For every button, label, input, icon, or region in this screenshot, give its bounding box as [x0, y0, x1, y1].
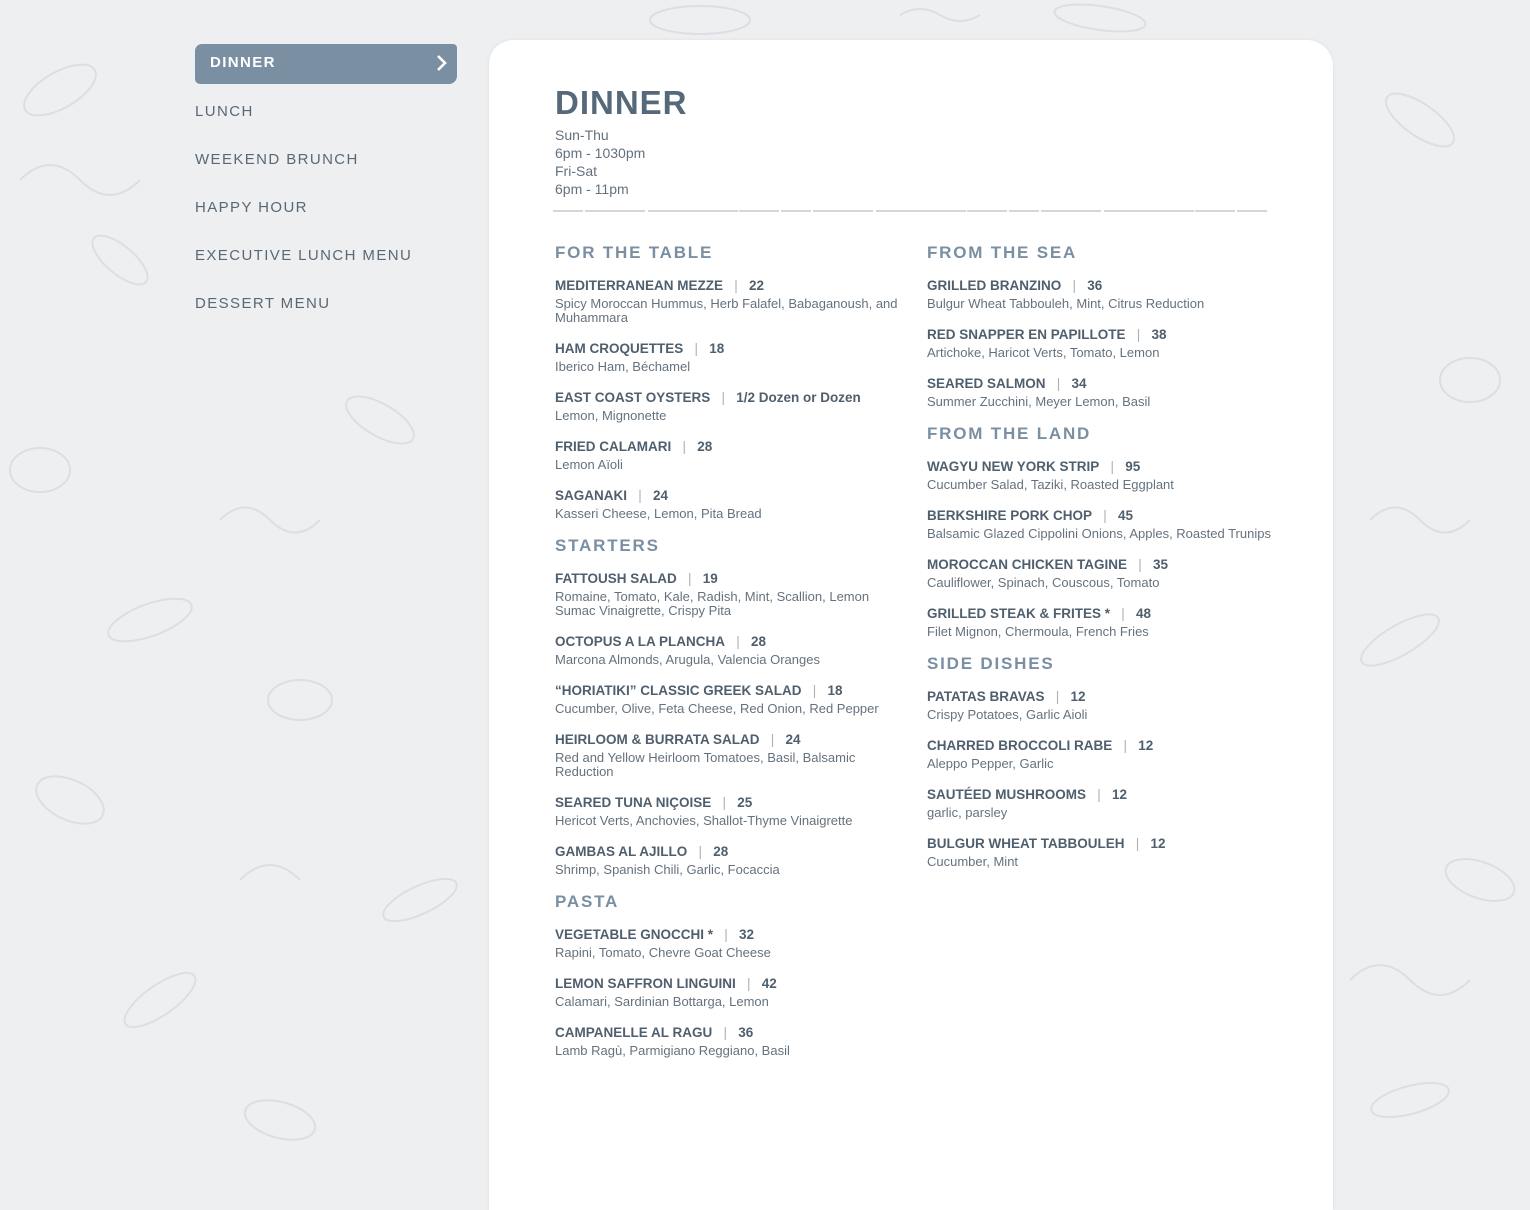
dish-header — [555, 975, 900, 993]
chevron-right-icon — [435, 54, 449, 72]
dish-price: 38 — [1151, 327, 1167, 342]
menu-item — [555, 570, 900, 618]
nav-item-weekend-brunch[interactable]: WEEKEND BRUNCH — [195, 151, 359, 168]
dish-price: 12 — [1112, 787, 1128, 802]
dish-name: LEMON SAFFRON LINGUINI — [555, 976, 736, 991]
menu-item — [927, 556, 1272, 590]
dish-header — [555, 570, 900, 588]
dish-description: Lemon Aïoli — [555, 457, 623, 472]
separator: | — [1103, 508, 1107, 523]
dish-price: 28 — [751, 634, 767, 649]
dish-header — [555, 794, 900, 812]
separator: | — [1055, 689, 1060, 704]
menu-column-left — [555, 243, 900, 1073]
separator: | — [1097, 787, 1101, 802]
dish-name: SEARED TUNA NIÇOISE — [555, 795, 712, 810]
dish-header — [555, 682, 900, 700]
dish-description: Cauliflower, Spinach, Couscous, Tomato — [927, 575, 1160, 590]
separator: | — [1123, 738, 1127, 753]
dish-description: garlic, parsley — [927, 805, 1008, 820]
dish-price: 28 — [697, 439, 713, 454]
dish-description: Cucumber, Olive, Feta Cheese, Red Onion, Red Pepper — [555, 701, 879, 716]
section-title: FOR THE TABLE — [555, 243, 714, 262]
separator: | — [724, 927, 728, 942]
menu-item — [555, 1024, 900, 1058]
separator: | — [688, 571, 692, 586]
section-title: SIDE DISHES — [927, 654, 1055, 673]
dish-header — [927, 326, 1272, 344]
menu-item — [927, 737, 1272, 771]
separator: | — [1135, 836, 1140, 851]
dish-description: Summer Zucchini, Meyer Lemon, Basil — [927, 394, 1151, 409]
section-title: STARTERS — [555, 536, 660, 555]
menu-item — [555, 277, 900, 325]
dish-price: 12 — [1138, 738, 1154, 753]
dish-name: EAST COAST OYSTERS — [555, 390, 711, 405]
dish-name: GAMBAS AL AJILLO — [555, 844, 688, 859]
dish-name: RED SNAPPER EN PAPILLOTE — [927, 327, 1126, 342]
dish-description: Romaine, Tomato, Kale, Radish, Mint, Scallion, Lemon Sumac Vinaigrette, Crispy Pita — [555, 589, 870, 618]
separator: | — [1072, 278, 1076, 293]
separator: | — [1110, 459, 1115, 474]
dish-price: 32 — [739, 927, 755, 942]
hours-days-2: Fri-Sat — [555, 163, 597, 179]
menu-item — [555, 438, 900, 472]
menu-item — [927, 605, 1272, 639]
dish-price: 35 — [1153, 557, 1169, 572]
dish-price: 24 — [785, 732, 801, 747]
dish-description: Aleppo Pepper, Garlic — [927, 756, 1054, 771]
dish-name: CAMPANELLE AL RAGU — [555, 1025, 713, 1040]
dish-price: 36 — [738, 1025, 754, 1040]
dish-price: 1/2 Dozen or Dozen — [736, 390, 861, 405]
dish-name: BULGUR WHEAT TABBOULEH — [927, 836, 1125, 851]
separator: | — [682, 439, 686, 454]
nav-item-lunch[interactable]: LUNCH — [195, 103, 254, 120]
menu-sidebar — [195, 44, 457, 328]
dish-name: GRILLED BRANZINO — [927, 278, 1062, 293]
nav-item-dessert-menu[interactable]: DESSERT MENU — [195, 295, 331, 312]
dish-description: Shrimp, Spanish Chili, Garlic, Focaccia — [555, 862, 780, 877]
menu-item — [555, 731, 900, 779]
dish-header — [927, 375, 1272, 393]
brush-divider — [553, 208, 1269, 214]
separator: | — [734, 278, 738, 293]
dish-header — [927, 835, 1272, 853]
section-title: FROM THE LAND — [927, 424, 1092, 443]
dish-name: OCTOPUS A LA PLANCHA — [555, 634, 726, 649]
menu-item — [927, 786, 1272, 820]
separator: | — [723, 1025, 727, 1040]
dish-name: “HORIATIKI” CLASSIC GREEK SALAD — [555, 683, 802, 698]
dish-price: 34 — [1071, 376, 1087, 391]
dish-price: 12 — [1150, 836, 1166, 851]
menu-item — [555, 975, 900, 1009]
dish-header — [927, 688, 1272, 706]
dish-price: 18 — [827, 683, 843, 698]
separator: | — [746, 976, 751, 991]
separator: | — [736, 634, 740, 649]
dish-header — [927, 605, 1272, 623]
menu-item — [927, 835, 1272, 869]
dish-price: 45 — [1118, 508, 1134, 523]
menu-section — [927, 243, 1272, 409]
dish-header — [555, 340, 900, 358]
menu-item — [927, 507, 1272, 541]
separator: | — [1136, 327, 1141, 342]
dish-description: Kasseri Cheese, Lemon, Pita Bread — [555, 506, 762, 521]
dish-name: GRILLED STEAK & FRITES * — [927, 606, 1111, 621]
nav-item-dinner[interactable] — [195, 44, 457, 84]
menu-section — [555, 892, 900, 1058]
dish-description: Rapini, Tomato, Chevre Goat Cheese — [555, 945, 771, 960]
menu-column-right — [927, 243, 1272, 884]
dish-name: HEIRLOOM & BURRATA SALAD — [555, 732, 760, 747]
menu-card — [489, 40, 1333, 1210]
menu-item — [927, 688, 1272, 722]
separator: | — [638, 488, 642, 503]
separator: | — [698, 844, 703, 859]
dish-header — [927, 458, 1272, 476]
dish-description: Lamb Ragù, Parmigiano Reggiano, Basil — [555, 1043, 790, 1058]
dish-name: MOROCCAN CHICKEN TAGINE — [927, 557, 1127, 572]
dish-name: VEGETABLE GNOCCHI * — [555, 927, 714, 942]
separator: | — [1056, 376, 1061, 391]
dish-header — [555, 843, 900, 861]
dish-name: SAGANAKI — [555, 488, 628, 503]
hours-time-2: 6pm - 11pm — [555, 181, 629, 197]
menu-item — [555, 633, 900, 667]
dish-name: SEARED SALMON — [927, 376, 1046, 391]
separator: | — [770, 732, 775, 747]
separator: | — [694, 341, 698, 356]
menu-item — [555, 487, 900, 521]
menu-item — [555, 794, 900, 828]
dish-description: Lemon, Mignonette — [555, 408, 667, 423]
dish-name: FATTOUSH SALAD — [555, 571, 677, 586]
dish-header — [927, 737, 1272, 755]
dish-name: SAUTÉED MUSHROOMS — [927, 787, 1087, 802]
dish-price: 42 — [761, 976, 777, 991]
dish-header — [927, 786, 1272, 804]
separator: | — [1121, 606, 1125, 621]
separator: | — [722, 795, 727, 810]
menu-item — [555, 926, 900, 960]
dish-description: Iberico Ham, Béchamel — [555, 359, 691, 374]
dish-name: BERKSHIRE PORK CHOP — [927, 508, 1093, 523]
dish-price: 24 — [653, 488, 669, 503]
dish-header — [555, 633, 900, 651]
menu-item — [927, 277, 1272, 311]
dish-description: Red and Yellow Heirloom Tomatoes, Basil, Balsamic Reduction — [555, 750, 856, 779]
dish-name: WAGYU NEW YORK STRIP — [927, 459, 1100, 474]
page-title: DINNER — [555, 84, 688, 121]
dish-header — [555, 926, 900, 944]
dish-header — [927, 556, 1272, 574]
separator: | — [812, 683, 817, 698]
menu-section — [555, 536, 900, 877]
dish-name: PATATAS BRAVAS — [927, 689, 1045, 704]
separator: | — [1138, 557, 1142, 572]
dish-price: 95 — [1125, 459, 1141, 474]
dish-price: 22 — [749, 278, 765, 293]
dish-name: HAM CROQUETTES — [555, 341, 684, 356]
menu-item — [555, 340, 900, 374]
menu-item — [555, 389, 900, 423]
menu-item — [927, 458, 1272, 492]
dish-header — [555, 389, 900, 407]
dish-price: 12 — [1070, 689, 1086, 704]
section-title: FROM THE SEA — [927, 243, 1078, 262]
menu-section — [927, 424, 1272, 639]
dish-price: 36 — [1087, 278, 1103, 293]
dish-name: MEDITERRANEAN MEZZE — [555, 278, 723, 293]
dish-description: Bulgur Wheat Tabbouleh, Mint, Citrus Reduction — [927, 296, 1205, 311]
menu-item — [927, 375, 1272, 409]
dish-header — [555, 438, 900, 456]
hours-time-1: 6pm - 1030pm — [555, 145, 646, 161]
separator: | — [721, 390, 726, 405]
hours-block — [555, 126, 645, 198]
section-title: PASTA — [555, 892, 620, 911]
nav-item-executive-lunch-menu[interactable]: EXECUTIVE LUNCH MENU — [195, 247, 413, 264]
menu-item — [555, 843, 900, 877]
dish-description: Balsamic Glazed Cippolini Onions, Apples, Roasted Trunips — [927, 526, 1271, 541]
dish-header — [927, 507, 1272, 525]
nav-item-happy-hour[interactable]: HAPPY HOUR — [195, 199, 308, 216]
menu-item — [555, 682, 900, 716]
dish-header — [555, 731, 900, 749]
dish-description: Cucumber Salad, Taziki, Roasted Eggplant — [927, 477, 1174, 492]
dish-name: CHARRED BROCCOLI RABE — [927, 738, 1113, 753]
dish-header — [555, 487, 900, 505]
dish-header — [555, 277, 900, 295]
dish-description: Cucumber, Mint — [927, 854, 1019, 869]
dish-price: 18 — [709, 341, 725, 356]
dish-description: Marcona Almonds, Arugula, Valencia Oranges — [555, 652, 820, 667]
menu-section — [555, 243, 900, 521]
menu-item — [927, 326, 1272, 360]
dish-description: Calamari, Sardinian Bottarga, Lemon — [555, 994, 769, 1009]
hours-days-1: Sun-Thu — [555, 127, 609, 143]
dish-description: Spicy Moroccan Hummus, Herb Falafel, Babaganoush, and Muhammara — [555, 296, 898, 325]
dish-header — [927, 277, 1272, 295]
dish-price: 25 — [737, 795, 753, 810]
nav-item-label: DINNER — [210, 54, 276, 71]
dish-description: Filet Mignon, Chermoula, French Fries — [927, 624, 1149, 639]
dish-description: Artichoke, Haricot Verts, Tomato, Lemon — [927, 345, 1160, 360]
menu-section — [927, 654, 1272, 869]
dish-description: Crispy Potatoes, Garlic Aioli — [927, 707, 1088, 722]
dish-price: 48 — [1136, 606, 1152, 621]
dish-description: Hericot Verts, Anchovies, Shallot-Thyme Vinaigrette — [555, 813, 853, 828]
dish-header — [555, 1024, 900, 1042]
dish-price: 19 — [702, 571, 718, 586]
dish-price: 28 — [713, 844, 729, 859]
dish-name: FRIED CALAMARI — [555, 439, 672, 454]
